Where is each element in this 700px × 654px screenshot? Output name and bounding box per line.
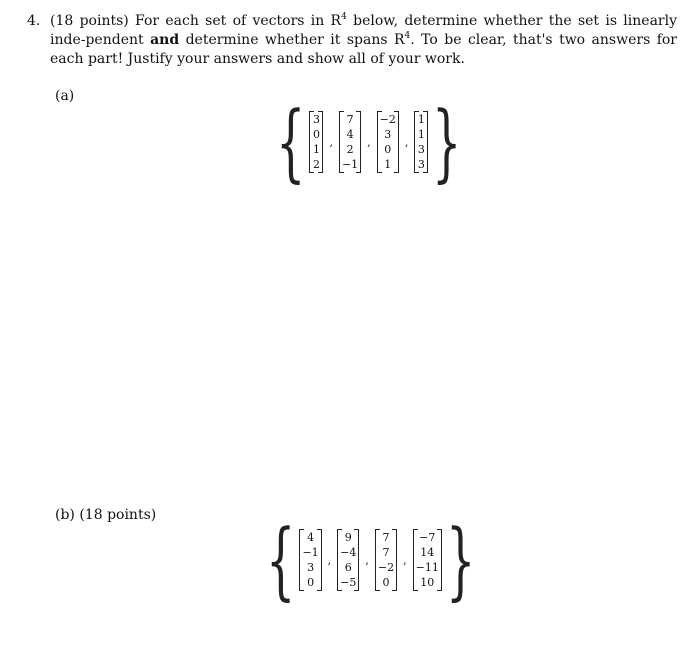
right-brace: } (432, 93, 462, 191)
part_b-vector-1 (299, 529, 321, 591)
vector-entry: −5 (340, 576, 357, 589)
vector-entry: 1 (417, 128, 425, 141)
vector-entry: 3 (417, 158, 425, 171)
vector-entry: 7 (382, 546, 390, 559)
part_a-vector-3 (377, 111, 399, 173)
vector-entry: −4 (340, 546, 357, 559)
left-brace: { (266, 511, 296, 609)
vector-entry: 3 (417, 143, 425, 156)
left-brace: { (276, 93, 306, 191)
vector-entry: 3 (384, 128, 392, 141)
part-a-vector-set (264, 93, 474, 191)
problem-number: 4. (27, 13, 41, 29)
problem-statement (27, 12, 677, 69)
part_b-vector-3 (375, 529, 397, 591)
vector-separator: , (327, 553, 332, 567)
vector-entry: 7 (346, 113, 354, 126)
vector-entry: 7 (382, 531, 390, 544)
vector-entry: 3 (312, 113, 320, 126)
vector-entry: 4 (307, 531, 315, 544)
vector-separator: , (403, 553, 407, 567)
vector-entry: 0 (382, 576, 390, 589)
vector-separator: , (365, 553, 369, 567)
vector-separator: , (367, 135, 371, 149)
vector-entry: −1 (302, 546, 319, 559)
vector-separator: , (329, 135, 333, 149)
part_b-vector-4 (413, 529, 442, 591)
vector-entry: −1 (341, 158, 359, 171)
vector-entry: 2 (346, 143, 354, 156)
vector-entry: 3 (307, 561, 315, 574)
problem-text: (18 points) For each set of vectors in $R^4$ below, determine whether the set is linearly inde-pendent and determine whether it spans $R^4$. To be clear, that's two answers for each part! Justify your answers and show all of your work. (50, 12, 677, 67)
part_a-vector-1 (309, 111, 323, 173)
vector-entry: 1 (417, 113, 425, 126)
part_a-vector-4 (414, 111, 428, 173)
vector-entry: 4 (346, 128, 354, 141)
vector-entry: −7 (419, 531, 436, 544)
part-b-vector-set (254, 511, 487, 609)
vector-entry: 1 (312, 143, 320, 156)
part_a-vector-2 (339, 111, 361, 173)
vector-entry: 0 (384, 143, 392, 156)
vector-entry: 10 (420, 576, 435, 589)
vector-entry: 6 (344, 561, 352, 574)
vector-entry: 14 (420, 546, 435, 559)
vector-entry: −11 (415, 561, 439, 574)
vector-entry: 9 (344, 531, 352, 544)
part-a-label: (a) (55, 88, 75, 104)
vector-entry: 1 (384, 158, 392, 171)
vector-entry: 2 (312, 158, 320, 171)
right-brace: } (445, 511, 476, 609)
vector-entry: −2 (379, 113, 396, 126)
vector-entry: 0 (312, 128, 320, 141)
part-b-label: (b) (18 points) (55, 507, 157, 523)
vector-entry: 0 (307, 576, 315, 589)
vector-entry: −2 (377, 561, 395, 574)
part_b-vector-2 (337, 529, 359, 591)
vector-separator: , (404, 135, 409, 149)
